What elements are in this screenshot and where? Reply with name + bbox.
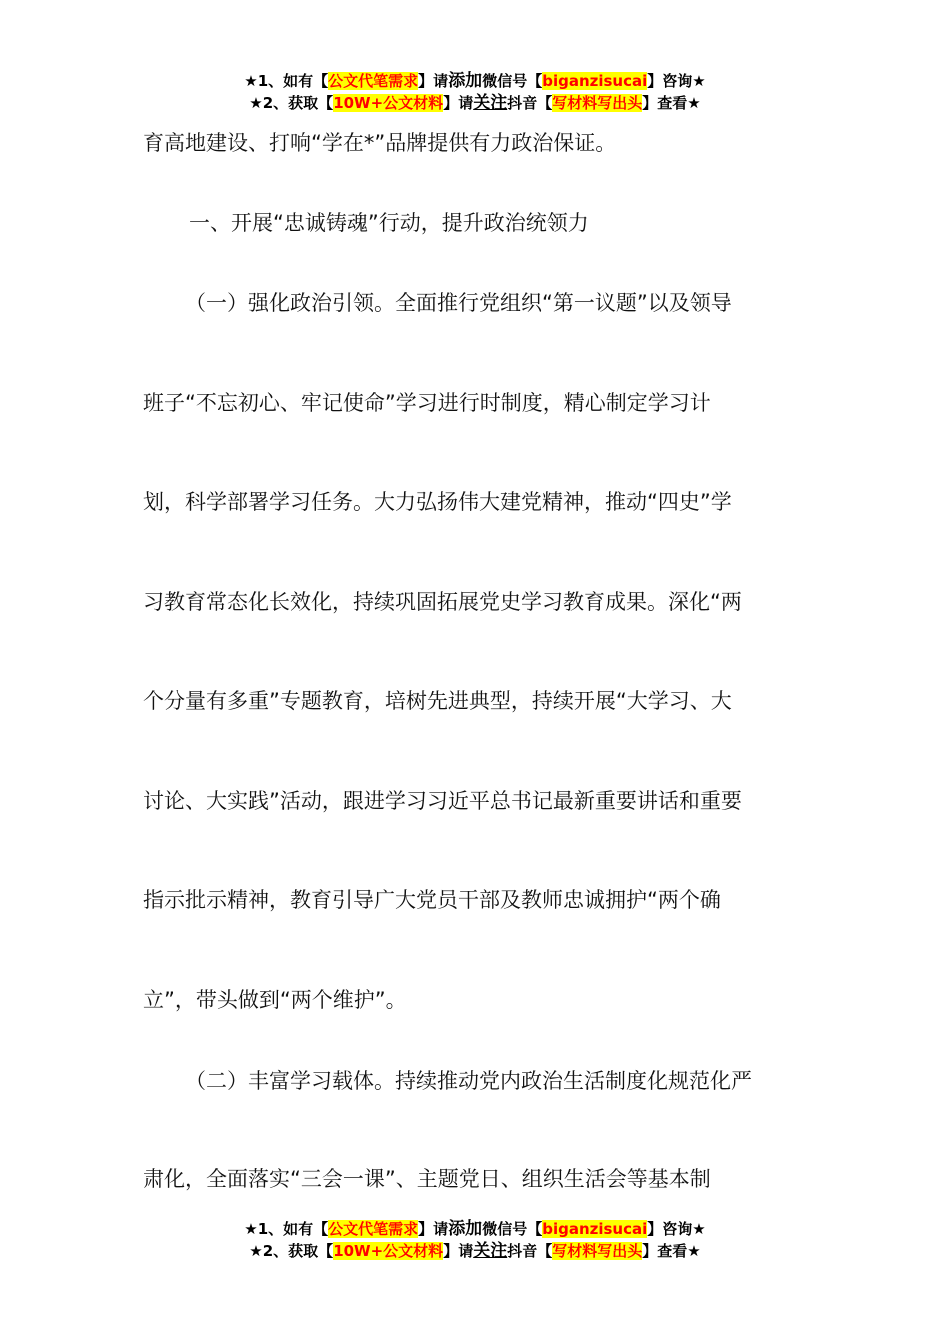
promo-wechat-id: biganzisucai [542, 72, 648, 90]
body-line: 习教育常态化长效化，持续巩固拓展党史学习教育成果。深化“两 [143, 590, 742, 614]
subsection-heading: （一）强化政治引领。全面推行党组织“第一议题”以及领导 [185, 291, 732, 315]
section-heading: 一、开展“忠诚铸魂”行动，提升政治统领力 [189, 211, 589, 235]
footer-promo [0, 1218, 950, 1262]
promo-highlight: 公文代笔需求 [328, 72, 419, 90]
body-line: 划，科学部署学习任务。大力弘扬伟大建党精神，推动“四史”学 [143, 490, 732, 514]
promo-highlight: 10W+公文材料 [333, 1242, 444, 1260]
body-line: 肃化，全面落实“三会一课”、主题党日、组织生活会等基本制 [143, 1167, 711, 1191]
body-line: 讨论、大实践”活动，跟进学习习近平总书记最新重要讲话和重要 [143, 789, 742, 813]
body-line: 指示批示精神，教育引导广大党员干部及教师忠诚拥护“两个确 [143, 888, 721, 912]
body-line: 育高地建设、打响“学在*”品牌提供有力政治保证。 [143, 131, 617, 155]
footer-promo-line-1: ★1、如有【公文代笔需求】请添加微信号【biganzisucai】咨询★ [244, 1219, 706, 1239]
promo-highlight: 10W+公文材料 [333, 94, 444, 112]
body-line: 立”，带头做到“两个维护”。 [143, 988, 407, 1012]
header-promo [0, 70, 950, 114]
promo-wechat-id: biganzisucai [542, 1220, 648, 1238]
body-line: 班子“不忘初心、牢记使命”学习进行时制度，精心制定学习计 [143, 391, 711, 415]
header-promo-line-1: ★1、如有【公文代笔需求】请添加微信号【biganzisucai】咨询★ [244, 71, 706, 91]
body-line: 个分量有多重”专题教育，培树先进典型，持续开展“大学习、大 [143, 689, 732, 713]
subsection-heading: （二）丰富学习载体。持续推动党内政治生活制度化规范化严 [185, 1069, 752, 1093]
promo-highlight: 公文代笔需求 [328, 1220, 419, 1238]
promo-douyin-id: 写材料写出头 [552, 94, 643, 112]
footer-promo-line-2: ★2、获取【10W+公文材料】请关注抖音【写材料写出头】查看★ [249, 1241, 701, 1261]
promo-douyin-id: 写材料写出头 [552, 1242, 643, 1260]
header-promo-line-2: ★2、获取【10W+公文材料】请关注抖音【写材料写出头】查看★ [249, 93, 701, 113]
